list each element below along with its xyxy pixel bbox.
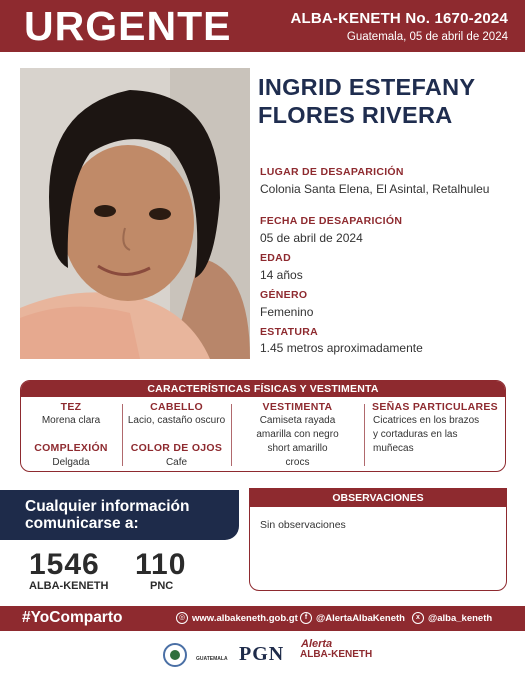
- label-date: FECHA DE DESAPARICIÓN: [260, 215, 403, 227]
- senas-line: Cicatrices en los brazos: [373, 415, 480, 426]
- person-name-line2: FLORES RIVERA: [258, 102, 453, 128]
- phone-label-albakeneth: ALBA-KENETH: [29, 580, 109, 592]
- phone-number-albakeneth: 1546: [29, 548, 100, 581]
- hashtag: #YoComparto: [22, 609, 123, 626]
- value-senas: [373, 414, 505, 456]
- observations-title: OBSERVACIONES: [250, 489, 506, 507]
- value-gender: Femenino: [260, 305, 314, 319]
- pgn-logo: PGN: [239, 643, 285, 665]
- vestimenta-line: short amarillo: [267, 443, 328, 454]
- contact-line2: comunicarse a:: [25, 515, 139, 532]
- observations-panel: [249, 488, 507, 591]
- characteristics-title: CARACTERÍSTICAS FÍSICAS Y VESTIMENTA: [21, 381, 505, 397]
- label-gender: GÉNERO: [260, 289, 308, 301]
- website-link[interactable]: [176, 612, 298, 624]
- globe-icon: ◎: [176, 612, 188, 624]
- person-name: [258, 73, 513, 129]
- phone-number-pnc: 110: [135, 548, 187, 581]
- value-ojos: Cafe: [165, 457, 188, 468]
- value-cabello: Lacio, castaño oscuro: [127, 415, 226, 426]
- value-place: Colonia Santa Elena, El Asintal, Retalhuleu: [260, 182, 490, 196]
- header-bar: [0, 0, 525, 52]
- column-divider: [364, 404, 365, 466]
- senas-line: y cortaduras en las: [373, 429, 458, 440]
- alert-number: ALBA-KENETH No. 1670-2024: [290, 10, 508, 27]
- facebook-text: @AlertaAlbaKeneth: [316, 612, 405, 624]
- value-tez: Morena clara: [41, 415, 101, 426]
- value-age: 14 años: [260, 268, 303, 282]
- senas-line: muñecas: [373, 443, 414, 454]
- characteristics-panel: [20, 380, 506, 472]
- alert-place-date: Guatemala, 05 de abril de 2024: [346, 31, 508, 43]
- alerta-logo-text: Alerta: [301, 638, 333, 650]
- value-vestimenta: [232, 414, 363, 470]
- label-age: EDAD: [260, 252, 291, 264]
- vestimenta-line: crocs: [285, 457, 310, 468]
- facebook-icon: f: [300, 612, 312, 624]
- label-vestimenta: VESTIMENTA: [262, 401, 333, 413]
- guatemala-seal-icon: [162, 640, 188, 670]
- contact-line1: Cualquier información: [25, 498, 190, 515]
- twitter-link[interactable]: [412, 612, 492, 624]
- label-tez: TEZ: [60, 401, 82, 413]
- value-complexion: Delgada: [52, 457, 90, 468]
- footer-bar: [0, 606, 525, 631]
- vestimenta-line: Camiseta rayada: [259, 415, 336, 426]
- missing-person-photo: [20, 68, 250, 359]
- label-senas: SEÑAS PARTICULARES: [372, 401, 498, 413]
- value-date: 05 de abril de 2024: [260, 231, 363, 245]
- label-cabello: CABELLO: [150, 401, 203, 413]
- x-icon: x: [412, 612, 424, 624]
- label-complexion: COMPLEXIÓN: [34, 442, 108, 454]
- label-ojos: COLOR DE OJOS: [130, 442, 223, 454]
- facebook-link[interactable]: [300, 612, 405, 624]
- label-height: ESTATURA: [260, 326, 319, 338]
- albakeneth-logo-text: ALBA-KENETH: [300, 649, 373, 660]
- portrait-illustration: [20, 68, 250, 359]
- vestimenta-line: amarilla con negro: [256, 429, 339, 440]
- value-height: 1.45 metros aproximadamente: [260, 341, 423, 355]
- phone-label-pnc: PNC: [150, 580, 174, 592]
- person-name-line1: INGRID ESTEFANY: [258, 74, 476, 100]
- contact-banner: [0, 490, 239, 540]
- label-place: LUGAR DE DESAPARICIÓN: [260, 166, 404, 178]
- urgent-title: URGENTE: [24, 3, 232, 49]
- guatemala-logo-text: GUATEMALA: [196, 656, 228, 662]
- website-text: www.albakeneth.gob.gt: [192, 612, 298, 624]
- twitter-text: @alba_keneth: [428, 612, 493, 624]
- observations-text: Sin observaciones: [260, 519, 346, 531]
